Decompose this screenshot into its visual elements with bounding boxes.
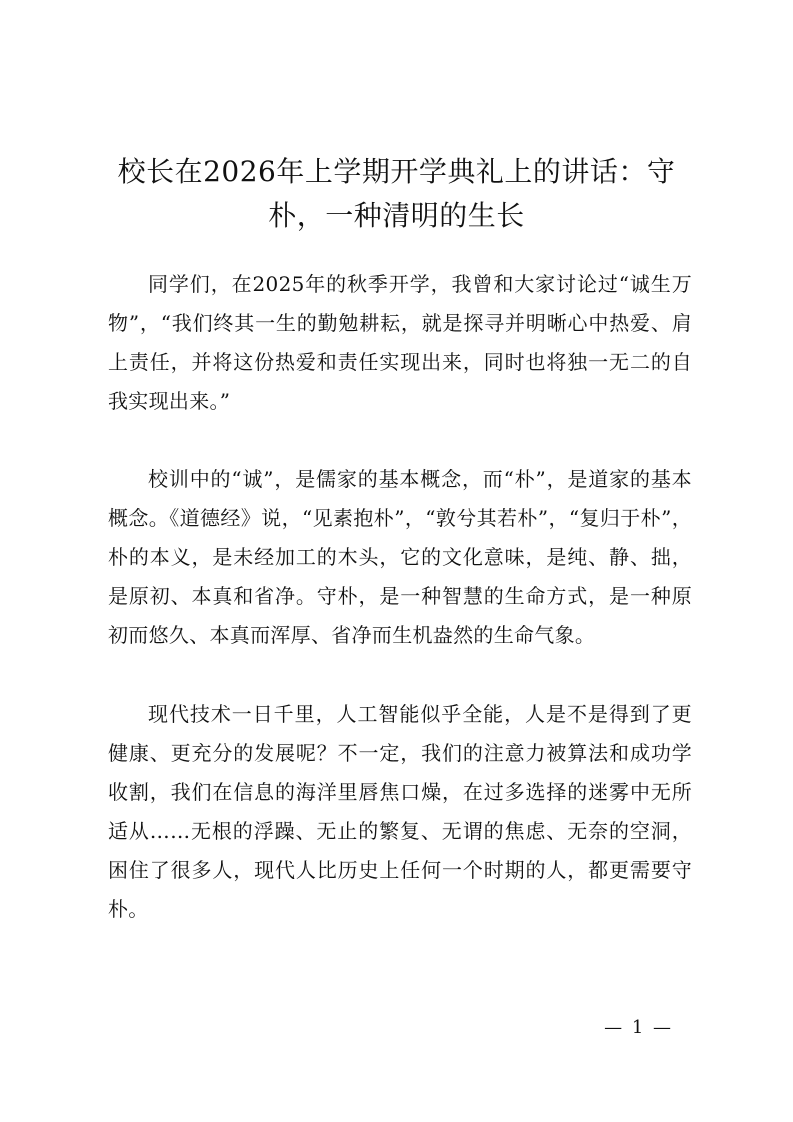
body-paragraph: 校训中的“诚”，是儒家的基本概念，而“朴”，是道家的基本概念。《道德经》说，“见素抱朴”，“敦兮其若朴”，“复归于朴”，朴的本义，是未经加工的木头，它的文化意味，是纯、静、拙，是原初、本真和省净。守朴，是一种智慧的生命方式，是一种原初而悠久、本真而浑厚、省净而生机盎然的生命气象。 — [108, 467, 692, 647]
body-paragraph: 现代技术一日千里，人工智能似乎全能，人是不是得到了更健康、更充分的发展呢？不一定，我们的注意力被算法和成功学收割，我们在信息的海洋里唇焦口燥，在过多选择的迷雾中无所适从……无根的浮躁、无止的繁复、无谓的焦虑、无奈的空洞，困住了很多人，现代人比历史上任何一个时期的人，都更需要守朴。 — [108, 702, 692, 921]
body-paragraph: 同学们，在2025年的秋季开学，我曾和大家讨论过“诚生万物”，“我们终其一生的勤勉耕耘，就是探寻并明晰心中热爱、肩上责任，并将这份热爱和责任实现出来，同时也将独一无二的自我实现出来。” — [108, 272, 692, 413]
page-number: — 1 — — [604, 1017, 673, 1038]
page-title: 校长在2026年上学期开学典礼上的讲话：守朴，一种清明的生长 — [117, 155, 676, 232]
